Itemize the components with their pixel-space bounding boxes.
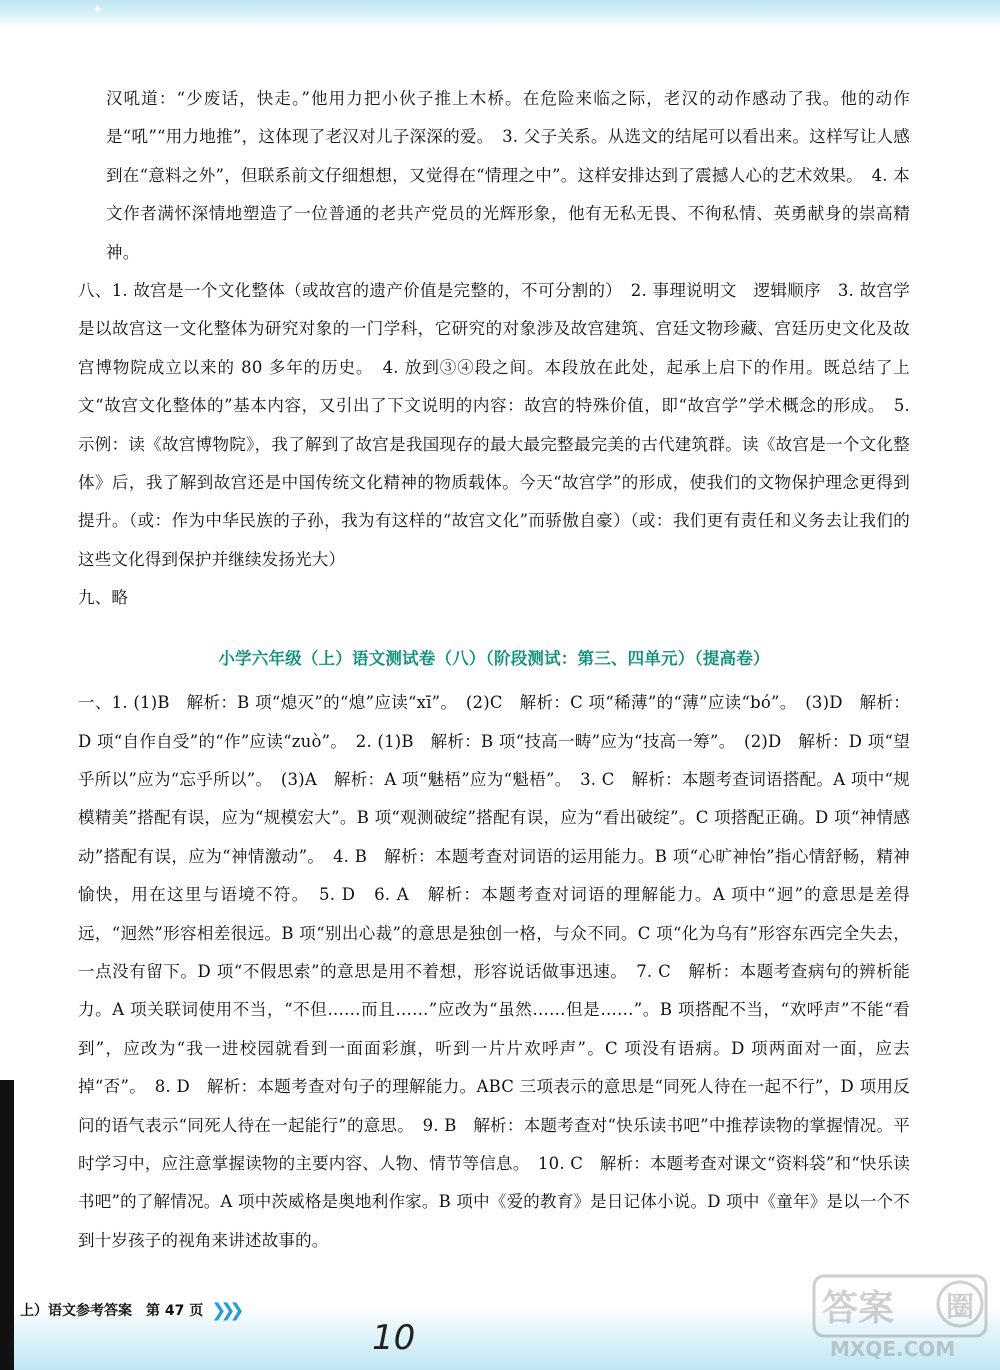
- test-section-title: 小学六年级（上）语文测试卷（八）（阶段测试：第三、四单元）（提高卷）: [218, 648, 770, 668]
- svg-text:圈: 圈: [946, 1290, 975, 1323]
- sparkle-icon: ✦: [92, 2, 104, 18]
- page-footer: [0, 1295, 238, 1325]
- answer-page-body: [78, 80, 910, 1260]
- left-edge-bar: [0, 1080, 14, 1370]
- arrow-right-icon: ❯❯❯: [211, 1299, 239, 1321]
- watermark-logo: [810, 1270, 990, 1360]
- paragraph-section-nine: 九、略: [78, 588, 129, 608]
- paragraph-section-eight: 八、1. 故宫是一个文化整体（或故宫的遗产价值是完整的，不可分割的） 2. 事理说明文 逻辑顺序 3. 故宫学是以故宫这一文化整体为研究对象的一门学科，它研究的对象涉及故宫建筑、宫廷文物珍藏、宫廷历史文化及故宫博物院成立以来的 80 多年的历史。 4. 放到③④段之间。本段放在此处，起承上启下的作用。既总结了上文“故宫文化整体的”基本内容，又引出了下文说明的内容：故宫的特殊价值，即“故宫学”学术概念的形成。 5. 示例：读《故宫博物院》，我了解到了故宫是我国现存的最大最完整最完美的古代建筑群。读《故宫是一个文化整体》后，我了解到故宫还是中国传统文化精神的物质载体。今天“故宫学”的形成，使我们的文物保护理念更得到提升。（或：作为中华民族的子孙，我为有这样的“故宫文化”而骄傲自豪）（或：我们更有责任和义务去让我们的这些文化得到保护并继续发扬光大）: [78, 281, 910, 569]
- handwritten-page-number: 10: [372, 1318, 416, 1358]
- svg-text:MXQE.COM: MXQE.COM: [830, 1337, 956, 1360]
- footer-label: 上）语文参考答案 第 47 页: [20, 1303, 204, 1319]
- paragraph-top-continuation: 汉吼道：“少废话，快走。”他用力把小伙子推上木桥。在危险来临之际，老汉的动作感动了我。他的动作是“吼”“用力地推”，这体现了老汉对儿子深深的爱。 3. 父子关系。从选文的结尾可以看出来。这样写让人感到在“意料之外”，但联系前文仔细想想，又觉得在“情理之中”。这样安排达到了震撼人心的艺术效果。 4. 本文作者满怀深情地塑造了一位普通的老共产党员的光辉形象，他有无私无畏、不徇私情、英勇献身的崇高精神。: [106, 89, 910, 262]
- paragraph-answers-part-one: 一、1. (1)B 解析：B 项“熄灭”的“熄”应读“xī”。 (2)C 解析：C 项“稀薄”的“薄”应读“bó”。 (3)D 解析：D 项“自作自受”的“作”应读“zuò”。 2. (1)B 解析：B 项“技高一畴”应为“技高一筹”。 (2)D 解析：D 项“望乎所以”应为“忘乎所以”。 (3)A 解析：A 项“魅梧”应为“魁梧”。 3. C 解析：本题考查词语搭配。A 项中“规模精美”搭配有误，应为“规模宏大”。B 项“观测破绽”搭配有误，应为“看出破绽”。C 项搭配正确。D 项“神情感动”搭配有误，应为“神情激动”。 4. B 解析：本题考查对词语的运用能力。B 项“心旷神怡”指心情舒畅，精神愉快，用在这里与语境不符。 5. D 6. A 解析：本题考查对词语的理解能力。A 项中“迥”的意思是差得远，“迥然”形容相差很远。B 项“别出心裁”的意思是独创一格，与众不同。C 项“化为乌有”形容东西完全失去，一点没有留下。D 项“不假思索”的意思是用不着想，形容说话做事迅速。 7. C 解析：本题考查病句的辨析能力。A 项关联词使用不当，“不但……而且……”应改为“虽然……但是……”。B 项搭配不当，“欢呼声”不能“看到”，应改为“我一进校园就看到一面面彩旗，听到一片片欢呼声”。C 项没有语病。D 项两面对一面，应去掉“否”。 8. D 解析：本题考查对句子的理解能力。ABC 三项表示的意思是“同死人待在一起不行”，D 项用反问的语气表示“同死人待在一起能行”的意思。 9. B 解析：本题考查对“快乐读书吧”中推荐读物的掌握情况。平时学习中，应注意掌握读物的主要内容、人物、情节等信息。 10. C 解析：本题考查对课文“资料袋”和“快乐读书吧”的了解情况。A 项中茨威格是奥地利作家。B 项中《爱的教育》是日记体小说。D 项中《童年》是以一个不到十岁孩子的视角来讲述故事的。: [78, 693, 910, 1250]
- top-decorative-band: [0, 0, 1000, 28]
- svg-text:答案: 答案: [822, 1288, 895, 1329]
